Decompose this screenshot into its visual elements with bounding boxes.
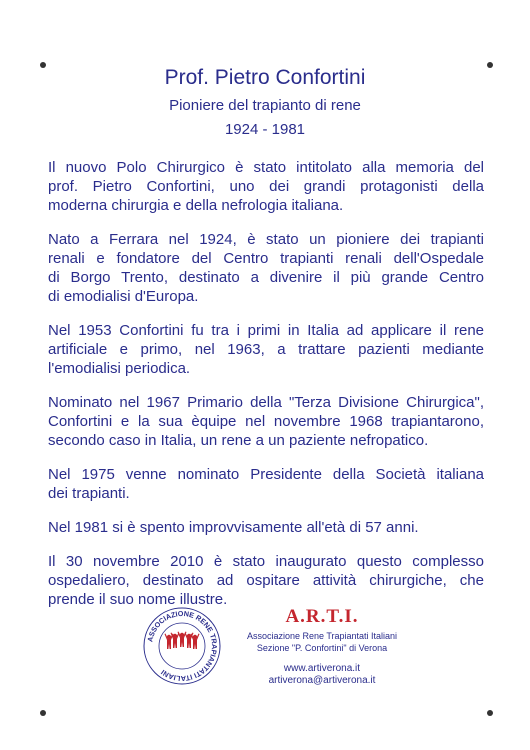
paragraph-line: Nel 1981 si è spento improvvisamente all'età di 57 anni.: [48, 519, 419, 536]
paragraph-line: Nel 1953 Confortini fu tra i primi in Italia ad applicare il rene: [48, 322, 484, 339]
paragraph-line: di emodialisi d'Europa.: [48, 288, 199, 305]
arti-email: artiverona@artiverona.it: [268, 675, 376, 686]
arti-association-logo: [142, 606, 222, 686]
paragraph-line: moderna chirurgia e della nefrologia italiana.: [48, 197, 344, 214]
paragraph-line: l'emodialisi periodica.: [48, 360, 191, 377]
paragraph-line: prof. Pietro Confortini, uno dei grandi protagonisti della: [48, 178, 484, 195]
paragraph-line: Nato a Ferrara nel 1924, è stato un pioniere dei trapianti: [48, 231, 484, 248]
life-years: 1924 - 1981: [224, 121, 306, 138]
biography-paragraph: [48, 321, 484, 378]
arti-website: www.artiverona.it: [283, 663, 361, 674]
page-subtitle: Pioniere del trapianto di rene: [169, 97, 361, 114]
arti-name: A.R.T.I.: [285, 606, 359, 627]
paragraph-line: di Borgo Trento, destinato a divenire il più grande Centro: [48, 269, 484, 286]
arti-contact-block: [232, 606, 412, 687]
paragraph-line: secondo caso in Italia, un rene a un paziente nefropatico.: [48, 432, 429, 449]
biography-paragraph: [48, 158, 484, 215]
paragraph-line: Nel 1975 venne nominato Presidente della Società italiana: [48, 466, 484, 483]
paragraph-line: Nominato nel 1967 Primario della "Terza Divisione Chirurgica",: [48, 394, 484, 411]
logo-outer-ring: [144, 608, 220, 684]
paragraph-line: renali e fondatore del Centro trapianti renali dell'Ospedale: [48, 250, 484, 267]
biography-text: [48, 158, 484, 624]
biography-paragraph: [48, 393, 484, 450]
biography-paragraph: [48, 518, 484, 537]
page-title: Prof. Pietro Confortini: [164, 66, 366, 89]
paragraph-line: Il 30 novembre 2010 è stato inaugurato questo complesso: [48, 553, 484, 570]
biography-paragraph: [48, 552, 484, 609]
paragraph-line: Confortini e la sua èquipe nel novembre 1968 trapiantarono,: [48, 413, 484, 430]
arti-section: Sezione "P. Confortini" di Verona: [256, 643, 388, 653]
paragraph-line: ospedaliero, destinato ad ospitare attività chirurgiche, che: [48, 572, 484, 589]
people-raised-arms-icon: [165, 632, 200, 650]
biography-paragraph: [48, 230, 484, 306]
paragraph-line: Il nuovo Polo Chirurgico è stato intitolato alla memoria del: [48, 159, 484, 176]
logo-inner-ring: [159, 623, 205, 669]
arti-full-name: Associazione Rene Trapiantati Italiani: [246, 631, 398, 641]
logo-ring-text: ASSOCIAZIONE RENE TRAPIANTATI ITALIANI: [145, 608, 220, 684]
paragraph-line: artificiale e primo, nel 1963, a trattare pazienti mediante: [48, 341, 484, 358]
screw-icon: [487, 710, 493, 716]
screw-icon: [40, 710, 46, 716]
paragraph-line: prende il suo nome illustre.: [48, 591, 228, 608]
biography-paragraph: [48, 465, 484, 503]
paragraph-line: dei trapianti.: [48, 485, 130, 502]
